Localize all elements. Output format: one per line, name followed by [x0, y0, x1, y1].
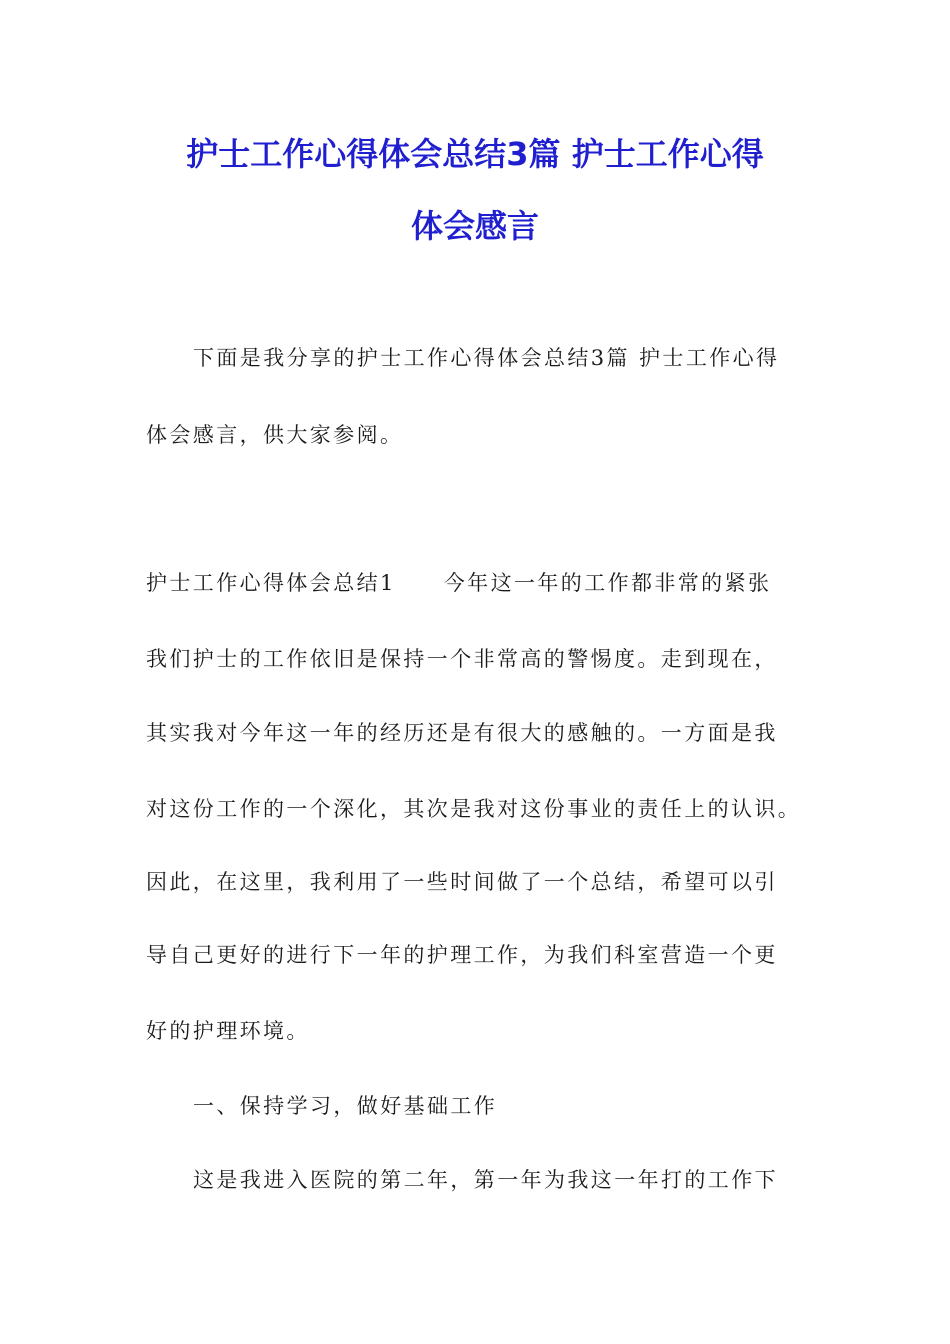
- paragraph-line: 对这份工作的一个深化，其次是我对这份事业的责任上的认识。: [146, 797, 802, 821]
- paragraph-line: 好的护理环境。: [146, 1019, 310, 1043]
- document-title-line-2: 体会感言: [410, 207, 539, 245]
- paragraph-line: 因此，在这里，我利用了一些时间做了一个总结，希望可以引: [146, 870, 778, 894]
- intro-line-2: 体会感言，供大家参阅。: [146, 423, 404, 447]
- intro-line-1: 下面是我分享的护士工作心得体会总结3篇 护士工作心得: [193, 346, 780, 370]
- paragraph-2-line-1: 这是我进入医院的第二年，第一年为我这一年打的工作下: [193, 1168, 778, 1192]
- paragraph-line: 我们护士的工作依旧是保持一个非常高的警惕度。走到现在，: [146, 647, 778, 671]
- paragraph-line: 导自己更好的进行下一年的护理工作，为我们科室营造一个更: [146, 943, 778, 967]
- section1-first-line: [146, 568, 836, 598]
- section1-first-text: 今年这一年的工作都非常的紧张: [443, 571, 772, 595]
- document-title-line-1: 护士工作心得体会总结3篇 护士工作心得: [186, 135, 764, 173]
- paragraph-line: 其实我对今年这一年的经历还是有很大的感触的。一方面是我: [146, 721, 778, 745]
- section1-heading: 护士工作心得体会总结1: [146, 571, 396, 595]
- subheading-1: 一、保持学习，做好基础工作: [193, 1094, 498, 1118]
